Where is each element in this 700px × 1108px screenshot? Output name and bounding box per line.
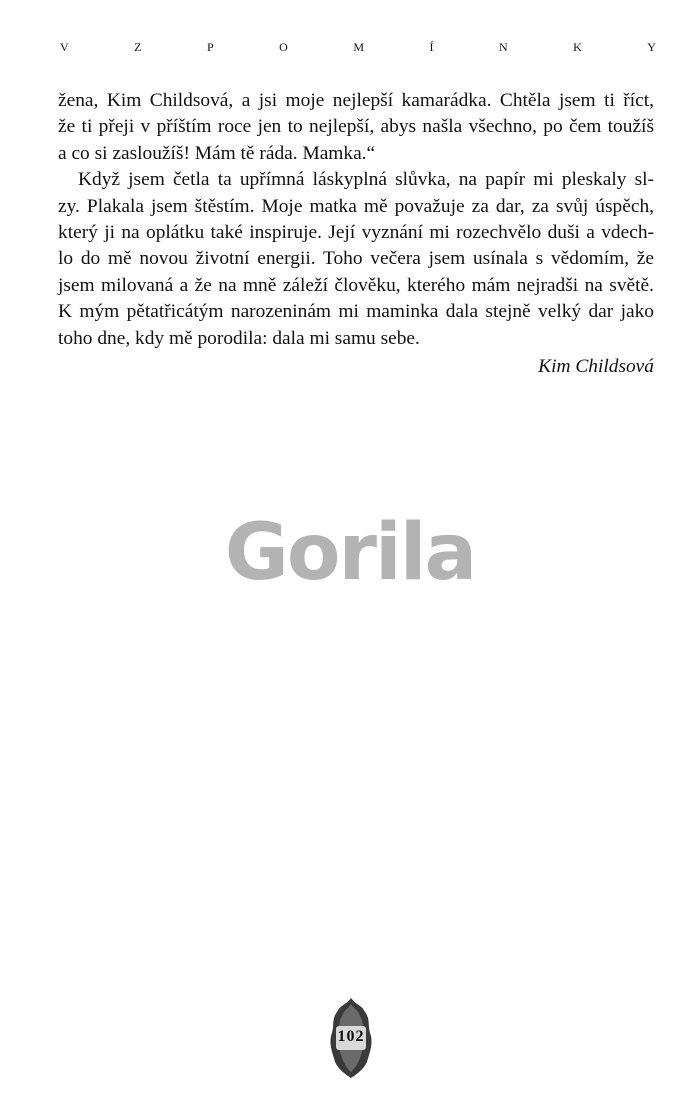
text-line: jsem milovaná a že na mně záleží člověku, kterého mám nejradši na světě. xyxy=(58,274,654,296)
paragraph xyxy=(58,88,654,167)
text-line: K mým pětatřicátým narozeninám mi maminka dala stejně velký dar jako xyxy=(58,301,654,323)
running-head-letter: O xyxy=(279,40,288,54)
running-head-letter: N xyxy=(498,40,508,54)
author-signature: Kim Childsová xyxy=(538,355,654,377)
running-head-letter: Z xyxy=(134,40,142,54)
text-line: který ji na oplátku také inspiruje. Její vyznání mi rozechvělo duši a vdech- xyxy=(58,221,654,243)
watermark-logo: Gorila xyxy=(224,508,476,598)
running-head-letter: Í xyxy=(429,40,434,54)
paragraph xyxy=(58,167,654,352)
running-head-letter: K xyxy=(573,40,582,54)
running-head-letter: M xyxy=(353,40,364,54)
text-line: a co si zasloužíš! Mám tě ráda. Mamka.“ xyxy=(58,142,376,164)
text-line: žena, Kim Childsová, a jsi moje nejlepší kamarádka. Chtěla jsem ti říct, xyxy=(58,90,654,111)
text-line: Když jsem četla ta upřímná láskyplná slůvka, na papír mi pleskaly sl- xyxy=(78,169,654,191)
running-head-letter: P xyxy=(206,40,214,54)
page-number-ornament xyxy=(327,996,375,1080)
text-line: zy. Plakala jsem štěstím. Moje matka mě považuje za dar, za svůj úspěch, xyxy=(58,195,654,217)
text-line: toho dne, kdy mě porodila: dala mi samu sebe. xyxy=(58,327,420,349)
text-line: lo do mě novou životní energii. Toho večera jsem usínala s vědomím, že xyxy=(58,248,654,270)
running-head xyxy=(60,40,656,55)
text-line: že ti přeji v příštím roce jen to nejlepší, abys našla všechno, po čem toužíš xyxy=(58,116,654,138)
running-head-letter: Y xyxy=(647,40,656,54)
page-number: 102 xyxy=(337,1028,365,1045)
running-head-letter: V xyxy=(60,40,69,54)
body-text xyxy=(58,88,654,380)
